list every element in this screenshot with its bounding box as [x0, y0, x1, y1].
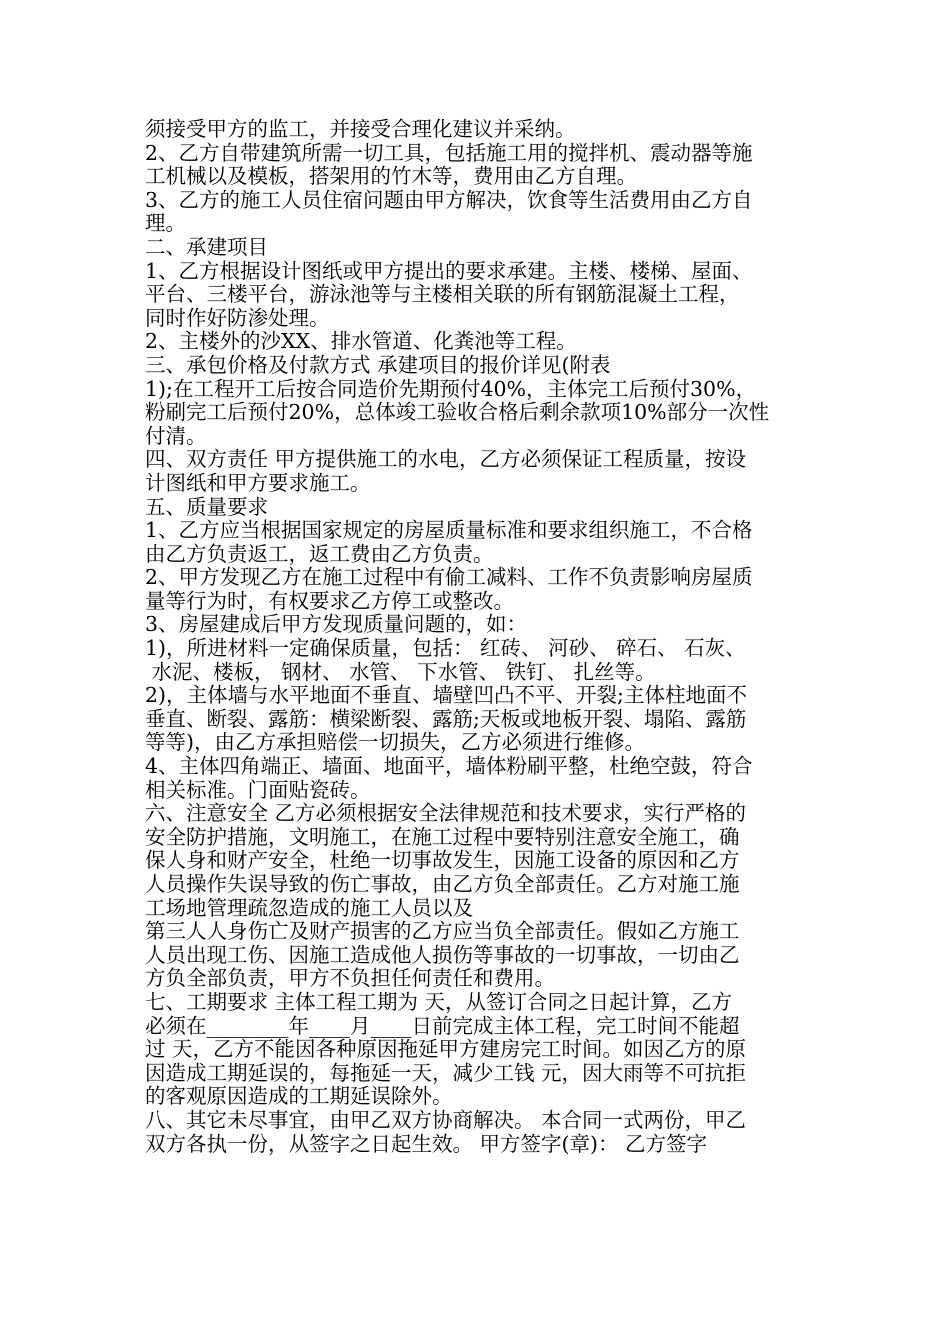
document-line: 2、甲方发现乙方在施工过程中有偷工减料、工作不负责影响房屋质 [145, 565, 753, 590]
document-line: 1、乙方应当根据国家规定的房屋质量标准和要求组织施工，不合格 [145, 518, 753, 543]
document-line: 的客观原因造成的工期延误除外。 [145, 1084, 453, 1109]
document-line: 工机械以及模板，搭架用的竹木等，费用由乙方自理。 [145, 164, 637, 189]
document-line: 1、乙方根据设计图纸或甲方提出的要求承建。主楼、楼梯、屋面、 [145, 258, 753, 283]
document-line: 由乙方负责返工，返工费由乙方负责。 [145, 541, 494, 566]
document-line: 3、乙方的施工人员住宿问题由甲方解决，饮食等生活费用由乙方自 [145, 187, 753, 212]
document-line: 保人身和财产安全，杜绝一切事故发生，因施工设备的原因和乙方 [145, 848, 740, 873]
document-line: 七、工期要求 主体工程工期为 天，从签订合同之日起计算，乙方 [145, 989, 733, 1014]
document-line: 平台、三楼平台，游泳池等与主楼相关联的所有钢筋混凝土工程， [145, 282, 740, 307]
document-line: 2)，主体墙与水平地面不垂直、墙壁凹凸不平、开裂;主体柱地面不 [145, 683, 747, 708]
document-line: 2、主楼外的沙XX、排水管道、化粪池等工程。 [145, 329, 577, 354]
document-line: 六、注意安全 乙方必须根据安全法律规范和技术要求，实行严格的 [145, 801, 747, 826]
document-line: 须接受甲方的监工，并接受合理化建议并采纳。 [145, 117, 576, 141]
document-line: 水泥、楼板， 钢材、 水管、 下水管、 铁钉、 扎丝等。 [145, 659, 656, 684]
document-line: 四、双方责任 甲方提供施工的水电，乙方必须保证工程质量，按设 [145, 447, 747, 472]
document-line: 第三人人身伤亡及财产损害的乙方应当负全部责任。假如乙方施工 [145, 919, 740, 944]
document-line: 付清。 [145, 423, 207, 448]
document-line: 方负全部负责，甲方不负担任何责任和费用。 [145, 966, 555, 991]
document-line: 五、质量要求 [145, 494, 268, 519]
document-line: 三、承包价格及付款方式 承建项目的报价详见(附表 [145, 352, 611, 377]
document-line: 3、房屋建成后甲方发现质量问题的，如： [145, 612, 528, 637]
document-line: 工场地管理疏忽造成的施工人员以及 [145, 895, 473, 920]
document-line: 1)，所进材料一定确保质量，包括： 红砖、 河砂、 碎石、 石灰、 [145, 636, 746, 661]
document-line: 安全防护措施，文明施工，在施工过程中要特别注意安全施工，确 [145, 824, 740, 849]
document-line: 同时作好防渗处理。 [145, 305, 330, 330]
document-line: 人员出现工伤、因施工造成他人损伤等事故的一切事故，一切由乙 [145, 942, 740, 967]
document-line: 相关标准。门面贴瓷砖。 [145, 777, 371, 802]
document-line: 必须在________年____月____日前完成主体工程，完工时间不能超 [145, 1013, 740, 1038]
document-line: 理。 [145, 211, 186, 236]
document-line: 量等行为时，有权要求乙方停工或整改。 [145, 588, 514, 613]
document-line: 4、主体四角端正、墙面、地面平，墙体粉刷平整，杜绝空鼓，符合 [145, 754, 753, 779]
document-line: 二、承建项目 [145, 234, 268, 259]
document-line: 垂直、断裂、露筋：横梁断裂、露筋;天板或地板开裂、塌陷、露筋 [145, 706, 747, 731]
document-line: 人员操作失误导致的伤亡事故，由乙方负全部责任。乙方对施工施 [145, 872, 740, 896]
document-line: 等等)，由乙方承担赔偿一切损失，乙方必须进行维修。 [145, 730, 645, 755]
contract-body-text [145, 118, 835, 1156]
document-line: 1);在工程开工后按合同造价先期预付40%，主体完工后预付30%， [145, 376, 757, 401]
document-line: 双方各执一份，从签字之日起生效。 甲方签字(章)： 乙方签字 [145, 1131, 708, 1156]
document-line: 八、其它未尽事宜，由甲乙双方协商解决。 本合同一式两份，甲乙 [145, 1107, 747, 1132]
document-line: 因造成工期延误的，每拖延一天，减少工钱 元，因大雨等不可抗拒 [145, 1060, 747, 1085]
document-line: 2、乙方自带建筑所需一切工具，包括施工用的搅拌机、震动器等施 [145, 140, 753, 165]
document-line: 过 天，乙方不能因各种原因拖延甲方建房完工时间。如因乙方的原 [145, 1037, 747, 1062]
document-line: 计图纸和甲方要求施工。 [145, 470, 371, 495]
document-line: 粉刷完工后预付20%，总体竣工验收合格后剩余款项10%部分一次性 [145, 400, 770, 425]
